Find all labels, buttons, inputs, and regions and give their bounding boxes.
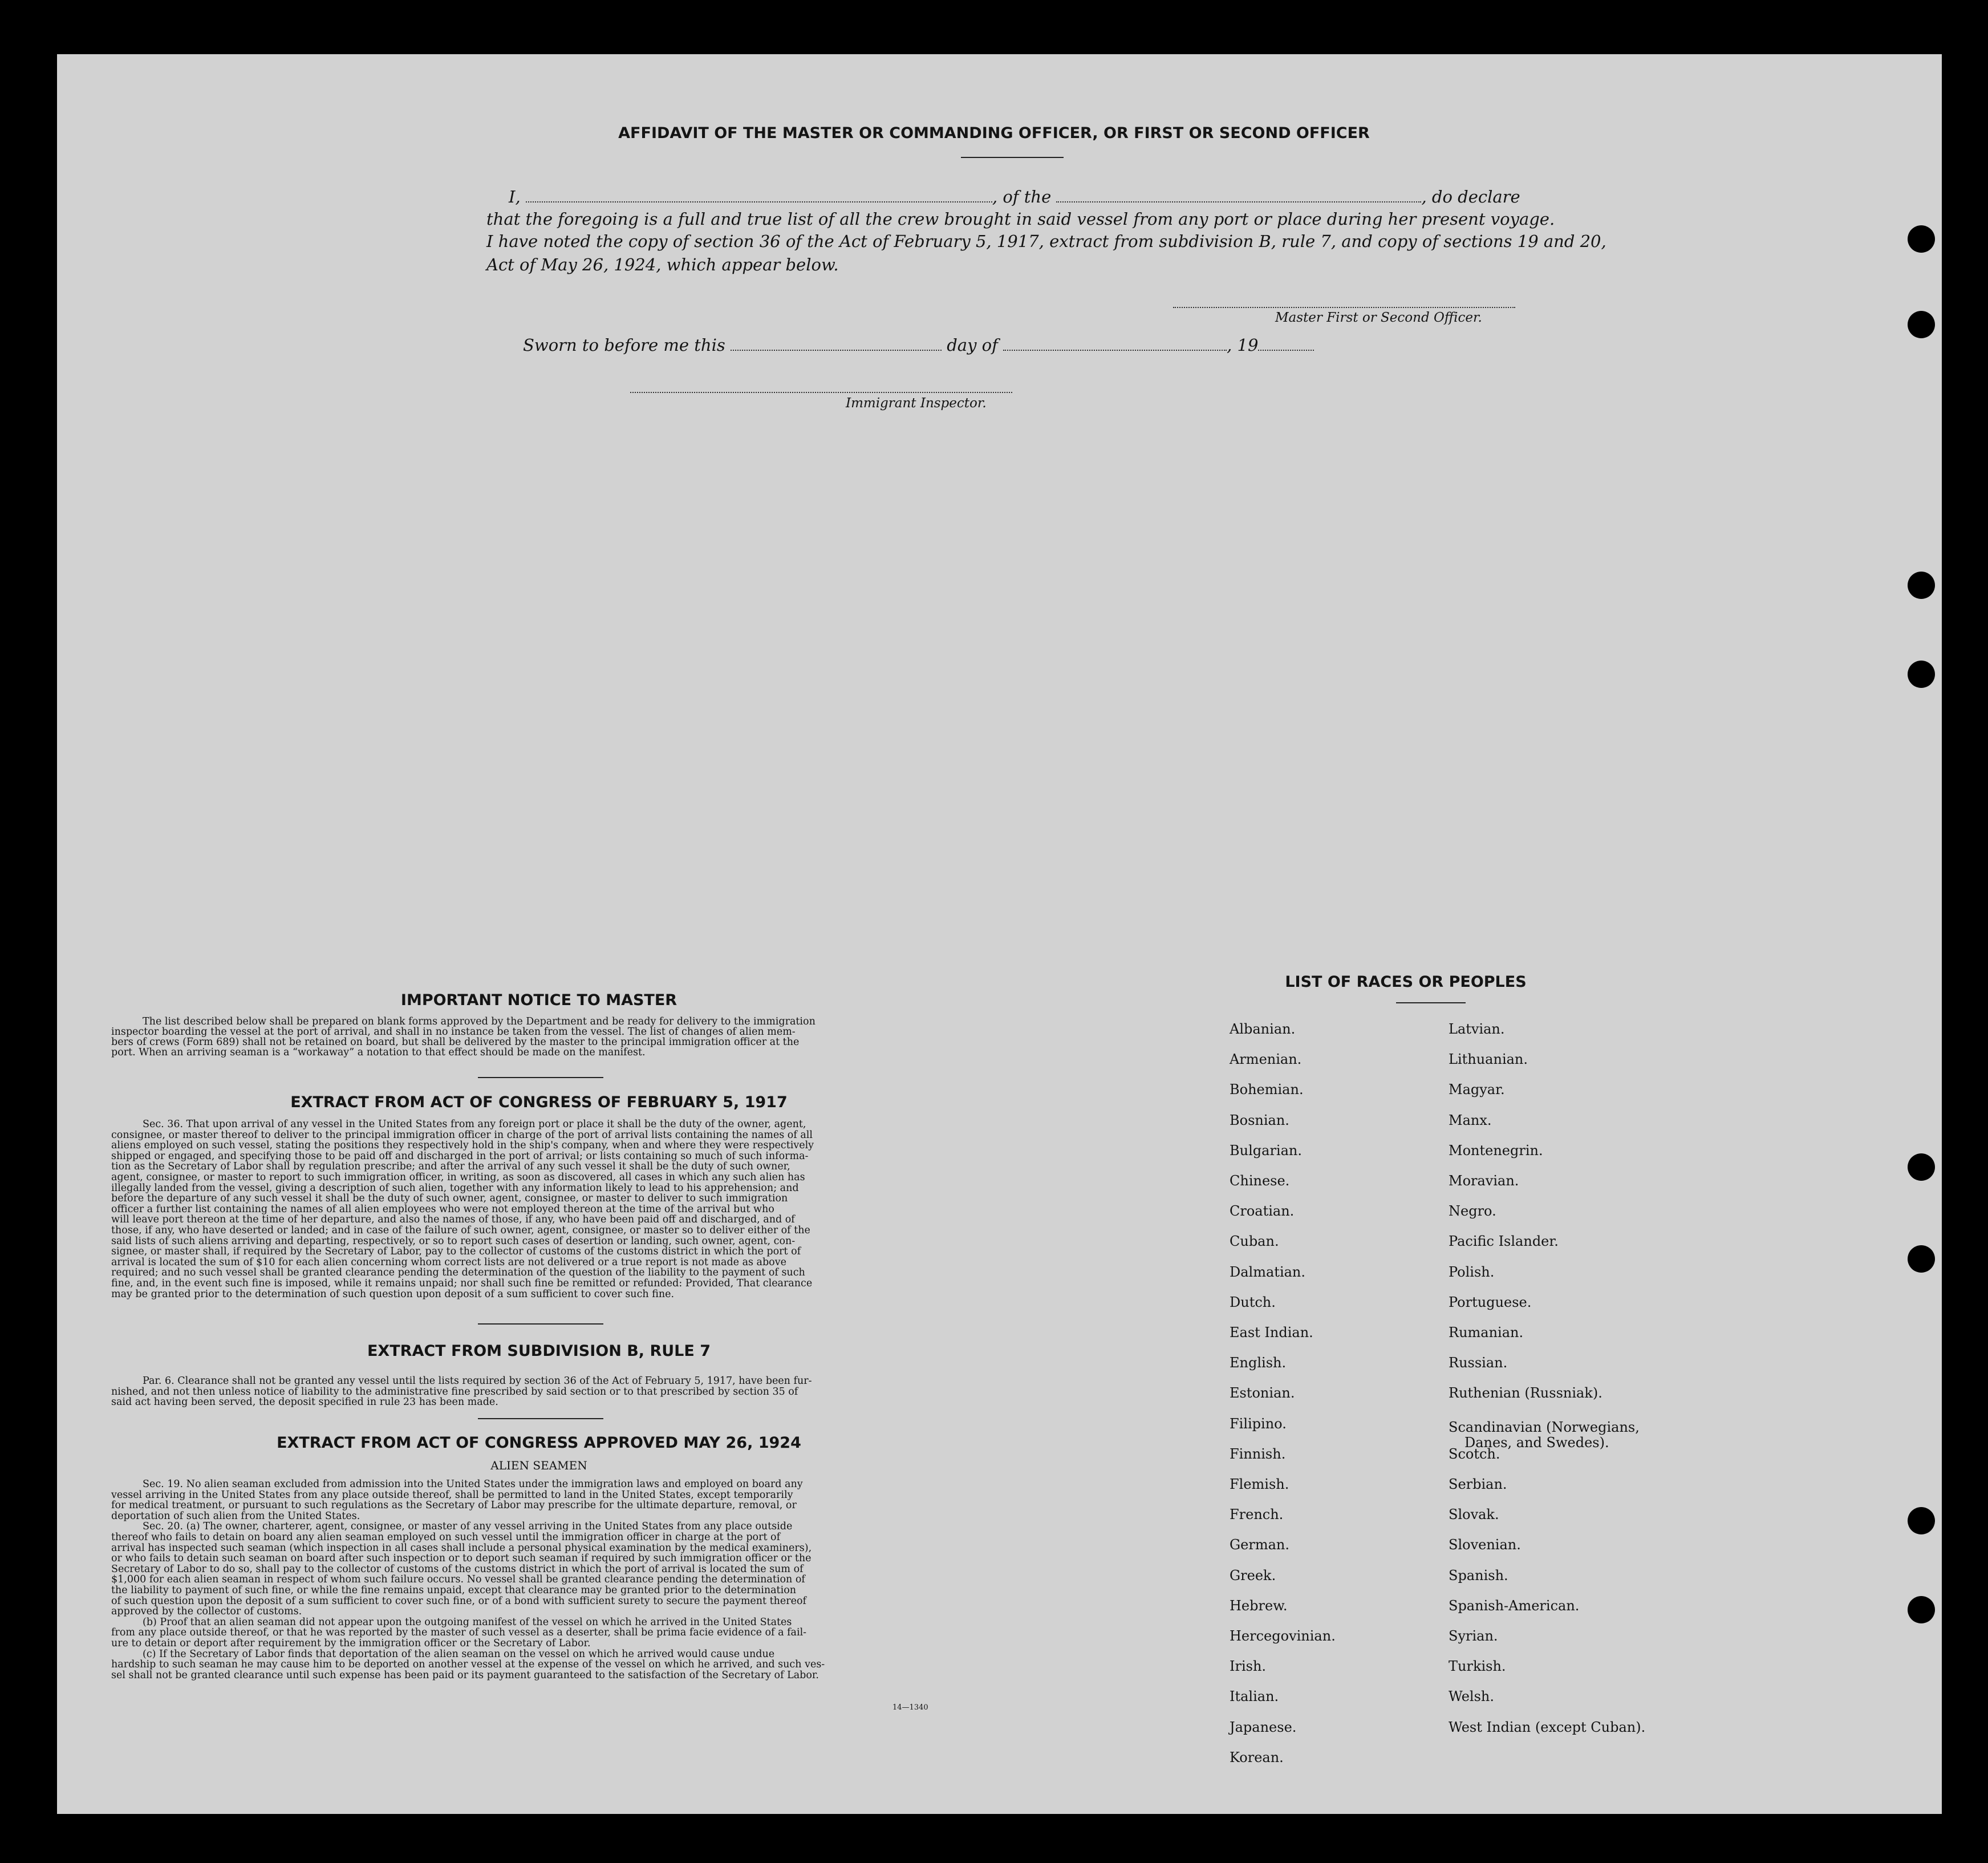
race-item: Japanese. [1230, 1719, 1297, 1735]
race-item: Latvian. [1449, 1021, 1505, 1037]
paragraph-line: consignee, or master thereof to deliver to the principal immigration officer in charge of the port of arrival lists containing the names of all [111, 1129, 813, 1141]
race-item: Serbian. [1449, 1476, 1507, 1492]
inspector-signature-label: Immigrant Inspector. [846, 396, 987, 411]
race-item: Manx. [1449, 1112, 1492, 1128]
race-item: Negro. [1449, 1203, 1496, 1220]
race-item: French. [1230, 1506, 1284, 1523]
race-item: Montenegrin. [1449, 1142, 1543, 1159]
declaration-line-3: I have noted the copy of section 36 of the Act of February 5, 1917, extract from subdivision B, rule 7, and copy of sections 19 and 20, [486, 232, 1606, 251]
paragraph-line: of such question upon the deposit of a sum sufficient to cover such fine, or of a bond with sufficient surety to secure the payment thereof [111, 1595, 807, 1607]
punch-hole [1908, 1153, 1935, 1181]
paragraph-line: Secretary of Labor to do so, shall pay to the collector of customs of the customs district in which the port of arrival is located the sum of [111, 1563, 804, 1575]
paragraph-line: for medical treatment, or pursuant to such regulations as the Secretary of Labor may prescribe for the ultimate departure, removal, or [111, 1500, 797, 1512]
vessel-name-field[interactable] [1056, 201, 1421, 202]
paragraph-line: before the departure of any such vessel it shall be the duty of such owner, agent, consignee, or master to deliver to such immigration [111, 1193, 788, 1205]
race-item: Irish. [1230, 1658, 1267, 1675]
form-number: 14—1340 [892, 1703, 928, 1712]
sworn-day-field[interactable] [731, 350, 942, 351]
declarant-name-field[interactable] [526, 201, 992, 202]
paragraph-line: Sec. 19. No alien seaman excluded from admission into the United States under the immigration laws and employed on board any [143, 1479, 803, 1490]
paragraph-line: may be granted prior to the determination of such question upon deposit of a sum sufficient to cover such fine. [111, 1288, 675, 1300]
sworn-line [523, 335, 1314, 355]
race-item: Turkish. [1449, 1658, 1506, 1675]
race-item: Slovenian. [1449, 1537, 1521, 1553]
extract-1917-title: EXTRACT FROM ACT OF CONGRESS OF FEBRUARY 5, 1917 [290, 1094, 788, 1111]
paragraph-line: nished, and not then unless notice of liability to the administrative fine prescribed by said section or to that prescribed by section 35 of [111, 1386, 798, 1398]
race-item: Cuban. [1230, 1233, 1279, 1250]
paragraph-line: approved by the collector of customs. [111, 1606, 302, 1618]
paragraph-line: ure to detain or deport after requirement by the immigration officer or the Secretary of Labor. [111, 1638, 591, 1649]
title-underline [961, 157, 1064, 158]
race-item: Bohemian. [1230, 1082, 1304, 1098]
punch-hole [1908, 1245, 1935, 1273]
paragraph-line: tion as the Secretary of Labor shall by regulation prescribe; and after the arrival of any such vessel it shall be the duty of such owner, [111, 1161, 790, 1173]
race-item: Flemish. [1230, 1476, 1289, 1492]
affidavit-title: AFFIDAVIT OF THE MASTER OR COMMANDING OFFICER, OR FIRST OR SECOND OFFICER [618, 124, 1370, 142]
section-divider [478, 1077, 603, 1078]
paragraph-line: (b) Proof that an alien seaman did not appear upon the outgoing manifest of the vessel on which he arrived in the United States [143, 1616, 792, 1628]
race-item: Hercegovinian. [1230, 1628, 1336, 1644]
paragraph-line: Sec. 20. (a) The owner, charterer, agent, consignee, or master of any vessel arriving in the United States from any place outside [143, 1521, 793, 1533]
declaration-line-2: that the foregoing is a full and true list of all the crew brought in said vessel from any port or place during her present voyage. [486, 209, 1555, 229]
section-divider [478, 1323, 603, 1325]
paragraph-line: agent, consignee, or master to report to such immigration officer, in writing, as soon as discovered, all cases in which any such alien has [111, 1172, 805, 1183]
notice-line: port. When an arriving seaman is a “workaway” a notation to that effect should be made on the manifest. [111, 1047, 646, 1058]
paragraph-line: shipped or engaged, and specifying those to be paid off and discharged in the port of arrival; or lists containing so much of such informa- [111, 1150, 809, 1162]
race-item: Italian. [1230, 1688, 1279, 1705]
race-item: Ruthenian (Russniak). [1449, 1385, 1602, 1402]
race-item: Magyar. [1449, 1082, 1505, 1098]
race-item: English. [1230, 1355, 1287, 1371]
paragraph-line: required; and no such vessel shall be granted clearance pending the determination of the question of the liability to the payment of such [111, 1267, 805, 1279]
race-item: Bulgarian. [1230, 1142, 1302, 1159]
paragraph-line: from any place outside thereof, or that he was reported by the master of such vessel as a deserter, shall be prima facie evidence of a fail- [111, 1627, 807, 1639]
race-item: Spanish. [1449, 1567, 1508, 1583]
paragraph-line: illegally landed from the vessel, giving a description of such alien, together with any information likely to lead to his apprehension; and [111, 1182, 799, 1194]
paragraph-line: or who fails to detain such seaman on board after such inspection or to deport such seaman if required by such immigration officer or the [111, 1553, 812, 1565]
race-item: Slovak. [1449, 1506, 1499, 1523]
race-item: West Indian (except Cuban). [1449, 1719, 1646, 1735]
master-signature-label: Master First or Second Officer. [1275, 310, 1482, 325]
notice-line: inspector boarding the vessel at the port of arrival, and shall in no instance be taken from the vessel. The list of changes of alien mem- [111, 1026, 796, 1038]
race-item: Welsh. [1449, 1688, 1494, 1705]
race-item: East Indian. [1230, 1325, 1313, 1340]
extract-1924-title: EXTRACT FROM ACT OF CONGRESS APPROVED MAY 26, 1924 [277, 1434, 801, 1452]
paragraph-line: deportation of such alien from the United States. [111, 1510, 360, 1522]
punch-hole [1908, 661, 1935, 688]
notice-title: IMPORTANT NOTICE TO MASTER [400, 991, 677, 1009]
paragraph-line: aliens employed on such vessel, stating the positions they respectively hold in the ship's company, when and where they were respectively [111, 1140, 814, 1152]
paragraph-line: Par. 6. Clearance shall not be granted any vessel until the lists required by section 36 of the Act of February 5, 1917, have been fur- [143, 1375, 812, 1387]
rule7-title: EXTRACT FROM SUBDIVISION B, RULE 7 [367, 1342, 711, 1360]
master-signature-field[interactable] [1173, 307, 1515, 308]
race-item: Estonian. [1230, 1385, 1295, 1402]
paragraph-line: arrival has inspected such seaman (which inspection in all cases shall include a personal physical examination by the medical examiners), [111, 1542, 812, 1554]
punch-hole [1908, 1596, 1935, 1623]
alien-seamen-subtitle: ALIEN SEAMEN [490, 1459, 587, 1472]
race-item: Syrian. [1449, 1628, 1498, 1644]
race-item: Polish. [1449, 1263, 1495, 1280]
sworn-label: Sworn to before me this [523, 335, 725, 355]
declaration-line-1 [509, 187, 1520, 206]
day-of-label: day of [947, 335, 998, 355]
paragraph-line: said lists of such aliens arriving and departing, respectively, or so to report such cases of desertion or landing, such owner, agent, con- [111, 1235, 796, 1247]
race-item: Dalmatian. [1230, 1263, 1306, 1280]
notice-line: bers of crews (Form 689) shall not be retained on board, but shall be delivered by the master to the principal immigration officer at the [111, 1036, 800, 1048]
paragraph-line: hardship to such seaman he may cause him to be deported on another vessel at the expense of the vessel on which he arrived, and such ves- [111, 1659, 825, 1671]
race-item: Dutch. [1230, 1294, 1276, 1310]
race-item: Filipino. [1230, 1415, 1287, 1432]
paragraph-line: $1,000 for each alien seaman in respect of whom such failure occurs. No vessel shall be granted clearance pending the determination of [111, 1574, 805, 1586]
paragraph-line: vessel arriving in the United States from any place outside thereof, shall be permitted to land in the United States, except temporarily [111, 1489, 793, 1501]
paragraph-line: fine, and, in the event such fine is imposed, while it remains unpaid; nor shall such fine be remitted or refunded: Provided, That clearance [111, 1278, 813, 1289]
inspector-signature-field[interactable] [630, 392, 1012, 393]
punch-hole [1908, 311, 1935, 338]
race-item: Russian. [1449, 1355, 1508, 1371]
sworn-year-field[interactable] [1258, 350, 1314, 351]
paragraph-line: sel shall not be granted clearance until such expense has been paid or its payment guaranteed to the satisfaction of the Secretary of Labor. [111, 1669, 819, 1681]
section-divider [478, 1418, 603, 1419]
declaration-line-4: Act of May 26, 1924, which appear below. [486, 255, 839, 274]
paragraph-line: signee, or master shall, if required by the Secretary of Labor, pay to the collector of customs of the customs district in which the port of [111, 1246, 801, 1258]
race-item: Pacific Islander. [1449, 1233, 1559, 1250]
paragraph-line: will leave port thereon at the time of her departure, and also the names of those, if any, who have been paid off and discharged, and of [111, 1214, 795, 1226]
punch-hole [1908, 1507, 1935, 1534]
sworn-month-field[interactable] [1003, 350, 1227, 351]
notice-line: The list described below shall be prepared on blank forms approved by the Department and be ready for delivery to the immigration [143, 1016, 816, 1027]
race-item: German. [1230, 1537, 1289, 1553]
race-item: Lithuanian. [1449, 1051, 1528, 1068]
race-item: Bosnian. [1230, 1112, 1289, 1128]
paragraph-line: thereof who fails to detain on board any alien seaman employed on such vessel until the immigration officer in charge at the port of [111, 1532, 781, 1543]
declare-label: , do declare [1421, 187, 1520, 206]
race-item: Korean. [1230, 1749, 1284, 1765]
paragraph-line: said act having been served, the deposit specified in rule 23 has been made. [111, 1396, 498, 1408]
races-title: LIST OF RACES OR PEOPLES [1285, 973, 1527, 991]
race-item: Danes, and Swedes). [1464, 1434, 1609, 1451]
punch-hole [1908, 572, 1935, 599]
race-item: Armenian. [1230, 1051, 1302, 1068]
race-item: Chinese. [1230, 1173, 1290, 1189]
race-item: Hebrew. [1230, 1597, 1288, 1614]
of-the-label: , of the [992, 187, 1052, 206]
paragraph-line: (c) If the Secretary of Labor finds that deportation of the alien seaman on the vessel on which he arrived would cause undue [143, 1648, 775, 1660]
race-item: Spanish-American. [1449, 1597, 1580, 1614]
paragraph-line: the liability to payment of such fine, or while the fine remains unpaid, except that clearance may be granted prior to the determination [111, 1585, 796, 1596]
paragraph-line: arrival is located the sum of $10 for each alien concerning whom correct lists are not delivered or a true report is not made as above [111, 1256, 786, 1268]
race-item: Scandinavian (Norwegians, [1449, 1419, 1640, 1435]
punch-hole [1908, 225, 1935, 253]
paragraph-line: officer a further list containing the names of all alien employees who were not employed thereon at the time of the arrival but who [111, 1203, 774, 1215]
race-item: Greek. [1230, 1567, 1276, 1583]
declarant-label: I, [509, 187, 521, 206]
paragraph-line: those, if any, who have deserted or landed; and in case of the failure of such owner, agent, consignee, or master so to deliver either of the [111, 1225, 810, 1236]
paragraph-line: Sec. 36. That upon arrival of any vessel in the United States from any foreign port or place it shall be the duty of the owner, agent, [143, 1119, 806, 1130]
race-item: Moravian. [1449, 1173, 1519, 1189]
race-item: Albanian. [1230, 1021, 1296, 1037]
year-label: , 19 [1227, 335, 1259, 355]
race-item: Rumanian. [1449, 1325, 1524, 1340]
race-item: Finnish. [1230, 1445, 1286, 1462]
race-item: Scotch. [1449, 1445, 1500, 1462]
race-item: Portuguese. [1449, 1294, 1532, 1310]
race-item: Croatian. [1230, 1203, 1295, 1220]
races-title-underline [1396, 1002, 1466, 1003]
